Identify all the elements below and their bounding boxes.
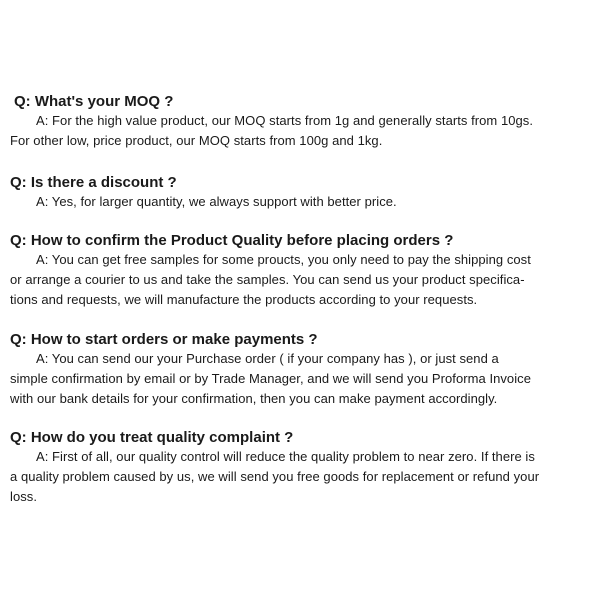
faq-item-quality-confirm [10,231,596,330]
faq-question: Q: What's your MOQ ? [14,93,174,110]
answer-line: A: You can send our your Purchase order ( if your company has ), or just send a [36,351,499,366]
answer-line: A: First of all, our quality control will reduce the quality problem to near zero. If there is [36,449,535,464]
answer-line: For other low, price product, our MOQ starts from 100g and 1kg. [10,133,383,148]
faq-section [10,92,596,508]
faq-answer [10,192,596,212]
faq-item-quality-complaint [10,428,596,508]
answer-line: or arrange a courier to us and take the samples. You can send us your product specifica- [10,272,525,287]
faq-question: Q: Is there a discount ? [10,174,177,191]
faq-answer [10,250,596,310]
answer-line: tions and requests, we will manufacture the products according to your requests. [10,292,478,307]
faq-answer [10,111,596,151]
faq-answer [10,447,596,507]
faq-answer [10,349,596,409]
faq-question: Q: How to start orders or make payments ? [10,331,318,348]
faq-question: Q: How to confirm the Product Quality before placing orders ? [10,232,454,249]
faq-item-moq [10,92,596,173]
faq-question: Q: How do you treat quality complaint ? [10,429,294,446]
answer-line: loss. [10,489,37,504]
faq-item-orders-payments [10,330,596,428]
answer-line: A: For the high value product, our MOQ starts from 1g and generally starts from 10gs. [36,113,534,128]
answer-line: simple confirmation by email or by Trade Manager, and we will send you Proforma Invoice [10,371,531,386]
answer-line: A: Yes, for larger quantity, we always support with better price. [36,194,397,209]
answer-line: with our bank details for your confirmation, then you can make payment accordingly. [10,391,498,406]
answer-line: A: You can get free samples for some proucts, you only need to pay the shipping cost [36,252,531,267]
faq-item-discount [10,173,596,231]
answer-line: a quality problem caused by us, we will send you free goods for replacement or refund your [10,469,540,484]
